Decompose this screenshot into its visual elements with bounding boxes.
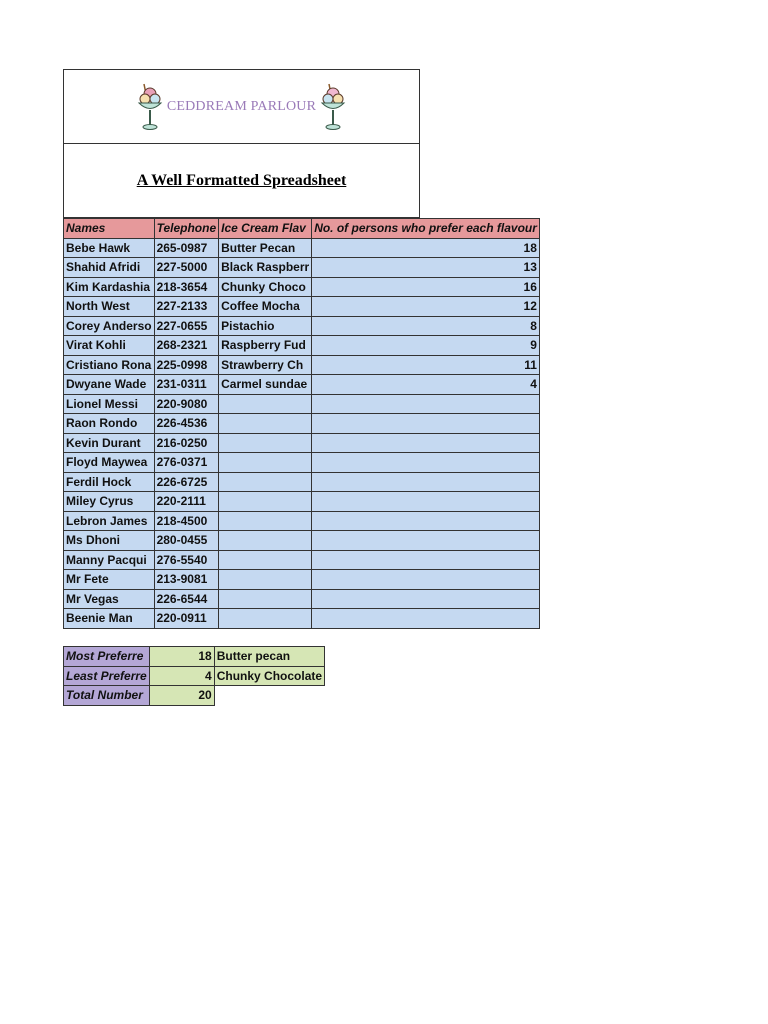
sundae-icon [135, 80, 165, 134]
table-row [64, 492, 540, 512]
table-row [64, 238, 540, 258]
count-cell[interactable]: 16 [312, 277, 540, 297]
flavour-cell[interactable]: Carmel sundae [219, 375, 312, 395]
name-cell[interactable]: Lionel Messi [64, 394, 155, 414]
name-cell[interactable]: Floyd Maywea [64, 453, 155, 473]
telephone-cell[interactable]: 220-9080 [154, 394, 219, 414]
header-cell-count[interactable]: No. of persons who prefer each flavour [312, 219, 540, 239]
summary-row [64, 686, 325, 706]
telephone-cell[interactable]: 276-0371 [154, 453, 219, 473]
summary-flavour[interactable]: Chunky Chocolate [214, 666, 324, 686]
count-cell[interactable]: 9 [312, 336, 540, 356]
telephone-cell[interactable]: 218-3654 [154, 277, 219, 297]
name-cell[interactable]: Kim Kardashia [64, 277, 155, 297]
count-cell[interactable] [312, 492, 540, 512]
telephone-cell[interactable]: 226-4536 [154, 414, 219, 434]
telephone-cell[interactable]: 227-0655 [154, 316, 219, 336]
summary-label[interactable]: Total Number [64, 686, 150, 706]
sundae-icon [318, 80, 348, 134]
count-cell[interactable] [312, 433, 540, 453]
count-cell[interactable]: 4 [312, 375, 540, 395]
flavour-cell[interactable]: Coffee Mocha [219, 297, 312, 317]
count-cell[interactable] [312, 414, 540, 434]
name-cell[interactable]: Lebron James [64, 511, 155, 531]
flavour-cell[interactable] [219, 433, 312, 453]
count-cell[interactable] [312, 609, 540, 629]
telephone-cell[interactable]: 231-0311 [154, 375, 219, 395]
table-row [64, 531, 540, 551]
telephone-cell[interactable]: 225-0998 [154, 355, 219, 375]
telephone-cell[interactable]: 226-6544 [154, 589, 219, 609]
telephone-cell[interactable]: 213-9081 [154, 570, 219, 590]
flavour-cell[interactable] [219, 550, 312, 570]
table-row [64, 414, 540, 434]
table-row [64, 433, 540, 453]
name-cell[interactable]: Mr Fete [64, 570, 155, 590]
telephone-cell[interactable]: 280-0455 [154, 531, 219, 551]
summary-label[interactable]: Least Preferre [64, 666, 150, 686]
header-row [64, 219, 540, 239]
telephone-cell[interactable]: 226-6725 [154, 472, 219, 492]
empty-cell [214, 686, 324, 706]
flavour-cell[interactable] [219, 589, 312, 609]
telephone-cell[interactable]: 265-0987 [154, 238, 219, 258]
flavour-cell[interactable]: Raspberry Fud [219, 336, 312, 356]
summary-row [64, 666, 325, 686]
flavour-cell[interactable]: Pistachio [219, 316, 312, 336]
name-cell[interactable]: Kevin Durant [64, 433, 155, 453]
summary-flavour[interactable]: Butter pecan [214, 647, 324, 667]
summary-label[interactable]: Most Preferre [64, 647, 150, 667]
flavour-cell[interactable]: Strawberry Ch [219, 355, 312, 375]
name-cell[interactable]: Bebe Hawk [64, 238, 155, 258]
flavour-cell[interactable] [219, 394, 312, 414]
count-cell[interactable] [312, 394, 540, 414]
spreadsheet [63, 69, 537, 629]
table-row [64, 277, 540, 297]
name-cell[interactable]: Dwyane Wade [64, 375, 155, 395]
table-row [64, 375, 540, 395]
telephone-cell[interactable]: 227-2133 [154, 297, 219, 317]
name-cell[interactable]: Shahid Afridi [64, 258, 155, 278]
flavour-cell[interactable] [219, 511, 312, 531]
name-cell[interactable]: Manny Pacqui [64, 550, 155, 570]
telephone-cell[interactable]: 268-2321 [154, 336, 219, 356]
data-table [63, 218, 540, 629]
count-cell[interactable]: 13 [312, 258, 540, 278]
count-cell[interactable] [312, 550, 540, 570]
count-cell[interactable] [312, 589, 540, 609]
count-cell[interactable] [312, 570, 540, 590]
table-row [64, 511, 540, 531]
summary-value[interactable]: 18 [149, 647, 214, 667]
telephone-cell[interactable]: 218-4500 [154, 511, 219, 531]
title-box [63, 143, 420, 218]
table-row [64, 453, 540, 473]
count-cell[interactable] [312, 511, 540, 531]
name-cell[interactable]: Corey Anderso [64, 316, 155, 336]
flavour-cell[interactable] [219, 531, 312, 551]
table-row [64, 550, 540, 570]
flavour-cell[interactable] [219, 609, 312, 629]
table-row [64, 355, 540, 375]
telephone-cell[interactable]: 216-0250 [154, 433, 219, 453]
table-row [64, 589, 540, 609]
name-cell[interactable]: Beenie Man [64, 609, 155, 629]
name-cell[interactable]: North West [64, 297, 155, 317]
telephone-cell[interactable]: 276-5540 [154, 550, 219, 570]
logo-banner [63, 69, 420, 143]
telephone-cell[interactable]: 220-2111 [154, 492, 219, 512]
flavour-cell[interactable]: Chunky Choco [219, 277, 312, 297]
count-cell[interactable]: 8 [312, 316, 540, 336]
flavour-cell[interactable]: Butter Pecan [219, 238, 312, 258]
table-row [64, 609, 540, 629]
page-title: A Well Formatted Spreadsheet [136, 172, 347, 189]
table-row [64, 336, 540, 356]
header-cell-telephone[interactable]: Telephone [154, 219, 219, 239]
flavour-cell[interactable] [219, 492, 312, 512]
name-cell[interactable]: Cristiano Rona [64, 355, 155, 375]
count-cell[interactable]: 12 [312, 297, 540, 317]
count-cell[interactable]: 18 [312, 238, 540, 258]
summary-value[interactable]: 20 [149, 686, 214, 706]
name-cell[interactable]: Virat Kohli [64, 336, 155, 356]
flavour-cell[interactable] [219, 414, 312, 434]
name-cell[interactable]: Ms Dhoni [64, 531, 155, 551]
name-cell[interactable]: Miley Cyrus [64, 492, 155, 512]
table-row [64, 394, 540, 414]
summary-row [64, 647, 325, 667]
flavour-cell[interactable] [219, 453, 312, 473]
telephone-cell[interactable]: 220-0911 [154, 609, 219, 629]
count-cell[interactable] [312, 472, 540, 492]
name-cell[interactable]: Raon Rondo [64, 414, 155, 434]
table-row [64, 316, 540, 336]
name-cell[interactable]: Mr Vegas [64, 589, 155, 609]
header-cell-names[interactable]: Names [64, 219, 155, 239]
name-cell[interactable]: Ferdil Hock [64, 472, 155, 492]
count-cell[interactable] [312, 453, 540, 473]
summary-value[interactable]: 4 [149, 666, 214, 686]
count-cell[interactable] [312, 531, 540, 551]
summary-table [63, 646, 325, 706]
table-row [64, 472, 540, 492]
flavour-cell[interactable]: Black Raspberr [219, 258, 312, 278]
flavour-cell[interactable] [219, 472, 312, 492]
table-row [64, 297, 540, 317]
table-row [64, 258, 540, 278]
header-cell-flavour[interactable]: Ice Cream Flav [219, 219, 312, 239]
flavour-cell[interactable] [219, 570, 312, 590]
table-row [64, 570, 540, 590]
parlour-logo-text: CEDDREAM PARLOUR [166, 99, 317, 114]
telephone-cell[interactable]: 227-5000 [154, 258, 219, 278]
count-cell[interactable]: 11 [312, 355, 540, 375]
